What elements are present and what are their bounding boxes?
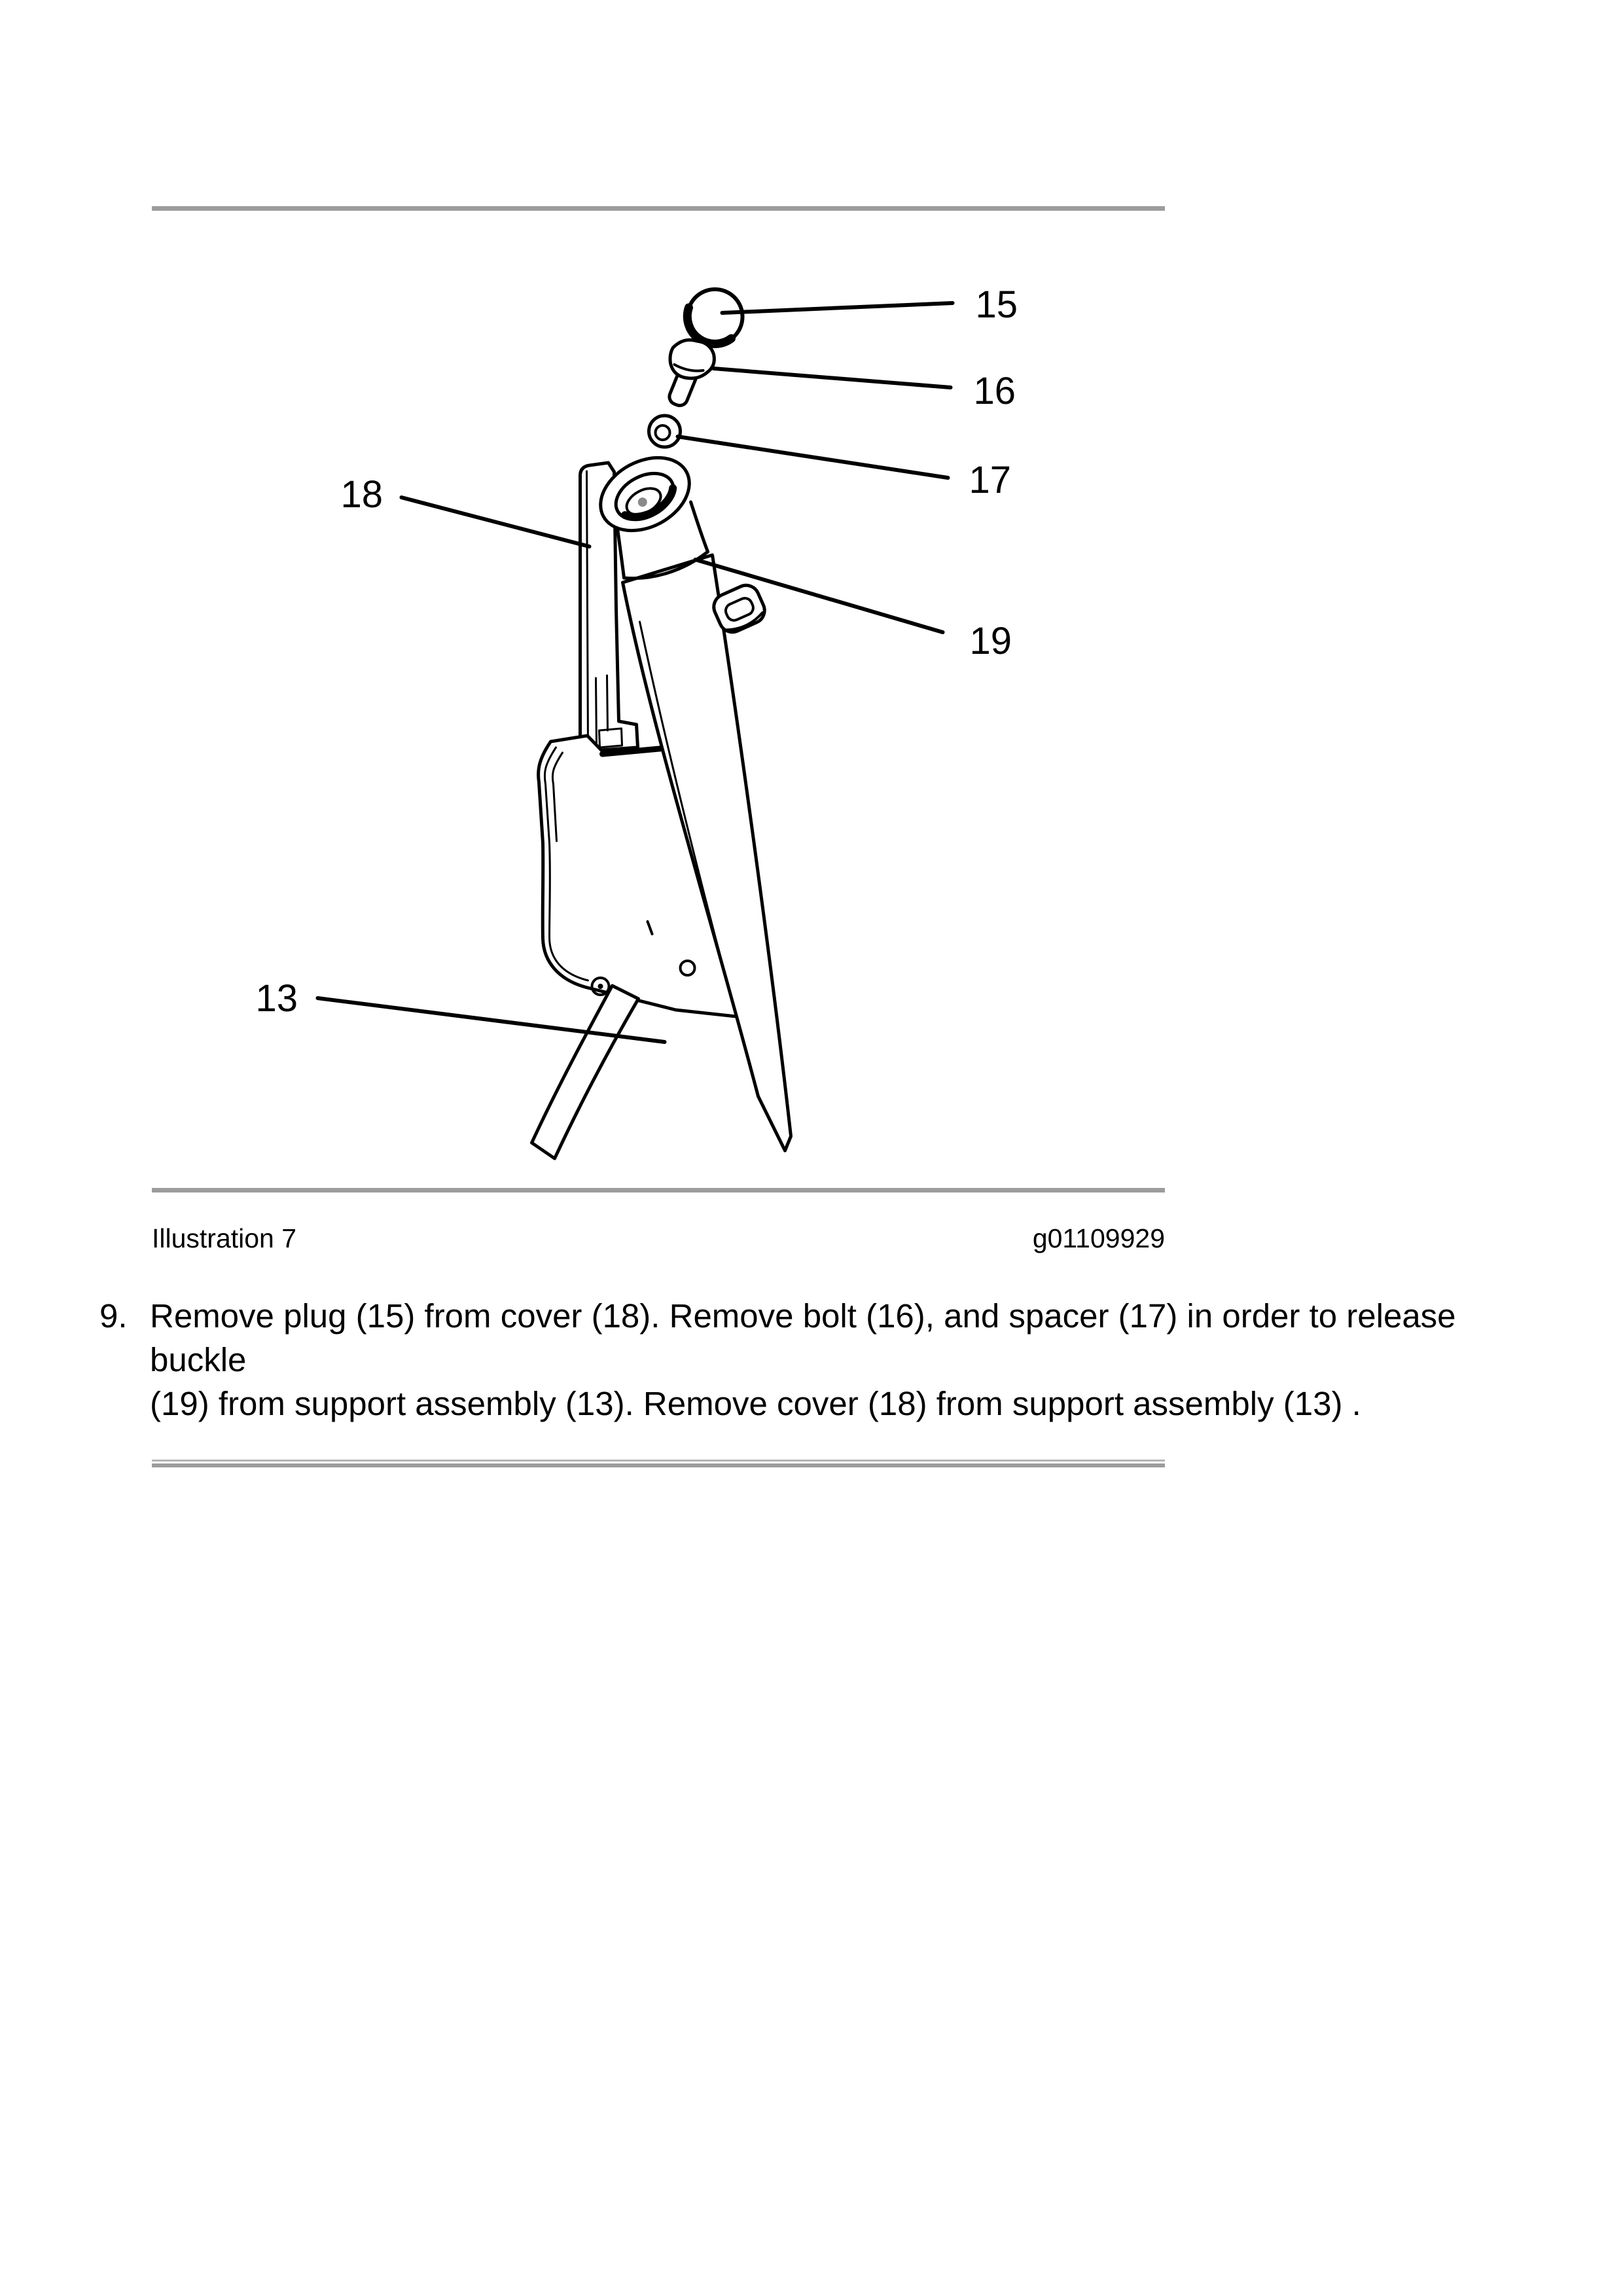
callout-label-19: 19: [969, 620, 1012, 662]
divider-top: [152, 206, 1165, 211]
callout-label-18: 18: [340, 473, 383, 516]
figure-reference-number: g01109929: [1032, 1223, 1165, 1253]
step-text: [150, 1294, 1554, 1426]
callout-label-17: 17: [969, 459, 1012, 501]
step-9: [99, 1294, 1554, 1426]
belt-tail-part: [532, 986, 639, 1158]
callout-leader-18: [402, 497, 590, 547]
callout-leader-15: [722, 303, 953, 313]
callout-leader-17: [678, 437, 948, 478]
figure-caption: Illustration 7: [152, 1223, 297, 1253]
callout-leader-16: [714, 368, 951, 387]
figure-illustration-7: [152, 216, 1165, 1185]
callout-label-15: 15: [975, 283, 1018, 326]
divider-bottom-bar: [152, 1463, 1165, 1467]
figure-caption-row: [152, 1223, 1165, 1254]
step-number: 9.: [99, 1297, 128, 1335]
divider-bottom: [152, 1460, 1165, 1467]
step-text-line-2: (19) from support assembly (13). Remove cover (18) from support assembly (13) .: [150, 1385, 1361, 1422]
figure-drawing: [152, 216, 1165, 1185]
callout-label-13: 13: [255, 977, 298, 1020]
callout-label-16: 16: [973, 370, 1016, 412]
divider-mid: [152, 1188, 1165, 1193]
plug-part: [687, 289, 742, 344]
step-text-line-1: Remove plug (15) from cover (18). Remove bolt (16), and spacer (17) in order to release buckle: [150, 1297, 1456, 1378]
spacer-part: [649, 416, 681, 447]
bolt-part: [667, 340, 714, 408]
